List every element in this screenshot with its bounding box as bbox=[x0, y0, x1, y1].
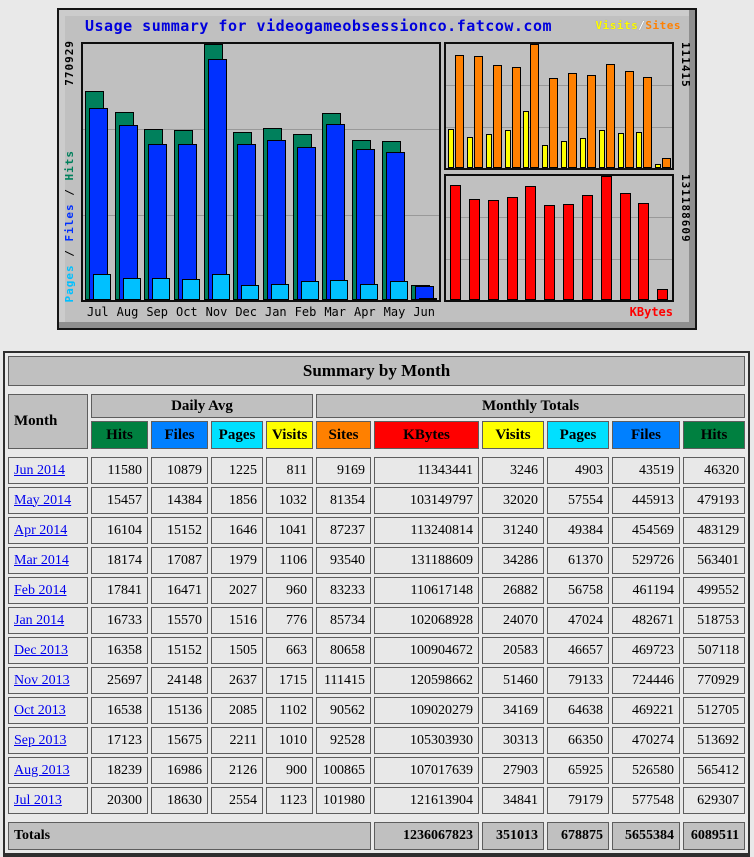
value-cell: 811 bbox=[266, 457, 313, 484]
column-header-pages: Pages bbox=[211, 421, 263, 449]
month-tick-label: Oct bbox=[175, 305, 198, 319]
value-cell: 57554 bbox=[547, 487, 609, 514]
value-cell: 479193 bbox=[683, 487, 745, 514]
month-link[interactable]: Oct 2013 bbox=[14, 702, 66, 718]
value-cell: 27903 bbox=[482, 757, 544, 784]
value-cell: 499552 bbox=[683, 577, 745, 604]
totals-value: 351013 bbox=[482, 822, 544, 850]
month-link[interactable]: Feb 2014 bbox=[14, 582, 67, 598]
value-cell: 120598662 bbox=[374, 667, 479, 694]
value-cell: 513692 bbox=[683, 727, 745, 754]
value-cell: 16733 bbox=[91, 607, 148, 634]
bar-pages bbox=[212, 274, 230, 300]
month-tick-label: Feb bbox=[294, 305, 317, 319]
table-row bbox=[8, 667, 745, 694]
bar-kbytes bbox=[507, 197, 518, 300]
bar-visits bbox=[636, 132, 642, 168]
month-cell bbox=[8, 697, 88, 724]
value-cell: 15457 bbox=[91, 487, 148, 514]
bar-sites bbox=[493, 65, 502, 168]
value-cell: 16538 bbox=[91, 697, 148, 724]
value-cell: 15152 bbox=[151, 637, 208, 664]
value-cell: 507118 bbox=[683, 637, 745, 664]
bar-visits bbox=[467, 137, 473, 168]
month-link[interactable]: Aug 2013 bbox=[14, 762, 70, 778]
bar-files bbox=[267, 140, 286, 300]
bar-sites bbox=[474, 56, 483, 168]
value-cell: 15152 bbox=[151, 517, 208, 544]
value-cell: 18174 bbox=[91, 547, 148, 574]
visits-sites-plot bbox=[444, 42, 674, 170]
month-tick-label: Sep bbox=[146, 305, 168, 319]
bar-pages bbox=[390, 281, 408, 300]
value-cell: 66350 bbox=[547, 727, 609, 754]
bar-pages bbox=[419, 298, 437, 300]
value-cell: 1123 bbox=[266, 787, 313, 814]
value-cell: 18239 bbox=[91, 757, 148, 784]
value-cell: 47024 bbox=[547, 607, 609, 634]
table-row bbox=[8, 457, 745, 484]
bar-visits bbox=[655, 164, 661, 168]
bar-visits bbox=[486, 134, 492, 168]
value-cell: 1010 bbox=[266, 727, 313, 754]
bar-pages bbox=[93, 274, 111, 300]
bar-sites bbox=[512, 67, 521, 168]
value-cell: 32020 bbox=[482, 487, 544, 514]
month-tick-label: Aug bbox=[116, 305, 139, 319]
value-cell: 2085 bbox=[211, 697, 263, 724]
value-cell: 469221 bbox=[612, 697, 680, 724]
value-cell: 518753 bbox=[683, 607, 745, 634]
value-cell: 34841 bbox=[482, 787, 544, 814]
value-cell: 2126 bbox=[211, 757, 263, 784]
bar-kbytes bbox=[469, 199, 480, 300]
bar-files bbox=[326, 124, 345, 300]
bar-visits bbox=[618, 133, 624, 168]
bar-files bbox=[148, 144, 167, 300]
month-link[interactable]: Jul 2013 bbox=[14, 792, 62, 808]
value-cell: 770929 bbox=[683, 667, 745, 694]
column-header-hits: Hits bbox=[683, 421, 745, 449]
value-cell: 526580 bbox=[612, 757, 680, 784]
value-cell: 4903 bbox=[547, 457, 609, 484]
value-cell: 1106 bbox=[266, 547, 313, 574]
spacer-row bbox=[8, 817, 745, 819]
series-label-pages: Pages bbox=[63, 263, 76, 302]
bar-kbytes bbox=[544, 205, 555, 300]
month-link[interactable]: Sep 2013 bbox=[14, 732, 67, 748]
value-cell: 1041 bbox=[266, 517, 313, 544]
value-cell: 2027 bbox=[211, 577, 263, 604]
value-cell: 80658 bbox=[316, 637, 371, 664]
column-header-files: Files bbox=[612, 421, 680, 449]
series-label-files: Files bbox=[63, 202, 76, 241]
bar-pages bbox=[182, 279, 200, 300]
value-cell: 30313 bbox=[482, 727, 544, 754]
column-header-kbytes: KBytes bbox=[374, 421, 479, 449]
value-cell: 11580 bbox=[91, 457, 148, 484]
totals-value: 678875 bbox=[547, 822, 609, 850]
month-tick-label: Jul bbox=[86, 305, 109, 319]
value-cell: 103149797 bbox=[374, 487, 479, 514]
kbytes-axis-label: KBytes bbox=[629, 305, 673, 319]
value-cell: 34286 bbox=[482, 547, 544, 574]
usage-summary-graph bbox=[57, 8, 697, 330]
value-cell: 79179 bbox=[547, 787, 609, 814]
right-axis-top-label: 111415 bbox=[679, 42, 692, 88]
legend-sites: Sites bbox=[645, 19, 681, 32]
value-cell: 512705 bbox=[683, 697, 745, 724]
value-cell: 111415 bbox=[316, 667, 371, 694]
bar-sites bbox=[455, 55, 464, 168]
bar-visits bbox=[599, 130, 605, 168]
value-cell: 17841 bbox=[91, 577, 148, 604]
value-cell: 61370 bbox=[547, 547, 609, 574]
value-cell: 20583 bbox=[482, 637, 544, 664]
value-cell: 110617148 bbox=[374, 577, 479, 604]
value-cell: 1856 bbox=[211, 487, 263, 514]
value-cell: 49384 bbox=[547, 517, 609, 544]
value-cell: 24148 bbox=[151, 667, 208, 694]
month-cell bbox=[8, 577, 88, 604]
month-link[interactable]: Dec 2013 bbox=[14, 642, 69, 658]
value-cell: 34169 bbox=[482, 697, 544, 724]
value-cell: 65925 bbox=[547, 757, 609, 784]
table-row bbox=[8, 637, 745, 664]
totals-row bbox=[8, 822, 745, 850]
value-cell: 724446 bbox=[612, 667, 680, 694]
left-axis-max-label: 770929 bbox=[63, 40, 76, 86]
value-cell: 102068928 bbox=[374, 607, 479, 634]
value-cell: 1979 bbox=[211, 547, 263, 574]
graph-title: Usage summary for videogameobsessionco.fatcow.com bbox=[85, 17, 553, 35]
value-cell: 1516 bbox=[211, 607, 263, 634]
bar-kbytes bbox=[563, 204, 574, 300]
table-row bbox=[8, 577, 745, 604]
month-cell bbox=[8, 727, 88, 754]
value-cell: 105303930 bbox=[374, 727, 479, 754]
totals-value: 5655384 bbox=[612, 822, 680, 850]
bar-sites bbox=[549, 78, 558, 168]
value-cell: 11343441 bbox=[374, 457, 479, 484]
value-cell: 85734 bbox=[316, 607, 371, 634]
value-cell: 87237 bbox=[316, 517, 371, 544]
totals-label: Totals bbox=[8, 822, 371, 850]
value-cell: 17123 bbox=[91, 727, 148, 754]
group-header-monthly-totals: Monthly Totals bbox=[316, 394, 745, 418]
month-tick-label: Nov bbox=[205, 305, 228, 319]
table-row bbox=[8, 487, 745, 514]
bar-pages bbox=[301, 281, 319, 300]
table-row bbox=[8, 727, 745, 754]
bar-pages bbox=[360, 284, 378, 300]
month-cell bbox=[8, 487, 88, 514]
month-cell bbox=[8, 757, 88, 784]
value-cell: 10879 bbox=[151, 457, 208, 484]
bar-files bbox=[119, 125, 138, 300]
bar-visits bbox=[561, 141, 567, 168]
bar-files bbox=[356, 149, 375, 300]
bar-sites bbox=[568, 73, 577, 168]
bar-sites bbox=[625, 71, 634, 168]
month-cell bbox=[8, 667, 88, 694]
value-cell: 454569 bbox=[612, 517, 680, 544]
value-cell: 15570 bbox=[151, 607, 208, 634]
bar-kbytes bbox=[582, 195, 593, 300]
table-row bbox=[8, 697, 745, 724]
value-cell: 17087 bbox=[151, 547, 208, 574]
table-row bbox=[8, 547, 745, 574]
legend-slash: / bbox=[638, 19, 646, 32]
value-cell: 90562 bbox=[316, 697, 371, 724]
right-axis-bottom-label: 131188609 bbox=[679, 174, 692, 243]
bar-files bbox=[178, 144, 197, 300]
bar-pages bbox=[123, 278, 141, 300]
value-cell: 1646 bbox=[211, 517, 263, 544]
bar-pages bbox=[271, 284, 289, 300]
graph-legend bbox=[596, 19, 682, 32]
value-cell: 16471 bbox=[151, 577, 208, 604]
month-tick-label: May bbox=[383, 305, 406, 319]
bar-files bbox=[89, 108, 108, 300]
column-header-hits: Hits bbox=[91, 421, 148, 449]
month-link[interactable]: May 2014 bbox=[14, 492, 72, 508]
spacer-row bbox=[8, 389, 745, 391]
value-cell: 483129 bbox=[683, 517, 745, 544]
column-header-visits: Visits bbox=[482, 421, 544, 449]
summary-by-month-table bbox=[3, 351, 750, 857]
month-link[interactable]: Nov 2013 bbox=[14, 672, 70, 688]
month-cell bbox=[8, 547, 88, 574]
bar-kbytes bbox=[450, 185, 461, 300]
month-link[interactable]: Jan 2014 bbox=[14, 612, 65, 628]
value-cell: 470274 bbox=[612, 727, 680, 754]
value-cell: 56758 bbox=[547, 577, 609, 604]
value-cell: 83233 bbox=[316, 577, 371, 604]
column-header-sites: Sites bbox=[316, 421, 371, 449]
value-cell: 1102 bbox=[266, 697, 313, 724]
value-cell: 16104 bbox=[91, 517, 148, 544]
bar-kbytes bbox=[525, 186, 536, 300]
bar-files bbox=[386, 152, 405, 300]
spacer-row bbox=[8, 452, 745, 454]
bar-visits bbox=[505, 130, 511, 168]
value-cell: 3246 bbox=[482, 457, 544, 484]
value-cell: 92528 bbox=[316, 727, 371, 754]
value-cell: 529726 bbox=[612, 547, 680, 574]
value-cell: 43519 bbox=[612, 457, 680, 484]
month-link[interactable]: Apr 2014 bbox=[14, 522, 68, 538]
value-cell: 776 bbox=[266, 607, 313, 634]
value-cell: 14384 bbox=[151, 487, 208, 514]
value-cell: 565412 bbox=[683, 757, 745, 784]
column-header-pages: Pages bbox=[547, 421, 609, 449]
value-cell: 81354 bbox=[316, 487, 371, 514]
bar-visits bbox=[580, 138, 586, 168]
month-tick-label: Jun bbox=[413, 305, 435, 319]
value-cell: 64638 bbox=[547, 697, 609, 724]
bar-sites bbox=[662, 158, 671, 168]
value-cell: 100904672 bbox=[374, 637, 479, 664]
value-cell: 9169 bbox=[316, 457, 371, 484]
value-cell: 93540 bbox=[316, 547, 371, 574]
value-cell: 20300 bbox=[91, 787, 148, 814]
bar-sites bbox=[587, 75, 596, 168]
bar-visits bbox=[542, 145, 548, 168]
value-cell: 2554 bbox=[211, 787, 263, 814]
month-link[interactable]: Mar 2014 bbox=[14, 552, 69, 568]
month-tick-label: Jan bbox=[264, 305, 287, 319]
value-cell: 16358 bbox=[91, 637, 148, 664]
value-cell: 445913 bbox=[612, 487, 680, 514]
table-row bbox=[8, 517, 745, 544]
value-cell: 1505 bbox=[211, 637, 263, 664]
month-cell bbox=[8, 517, 88, 544]
value-cell: 1225 bbox=[211, 457, 263, 484]
value-cell: 100865 bbox=[316, 757, 371, 784]
table-title: Summary by Month bbox=[8, 356, 745, 386]
month-tick-label: Dec bbox=[235, 305, 257, 319]
value-cell: 482671 bbox=[612, 607, 680, 634]
bar-files bbox=[297, 147, 316, 300]
kbytes-plot bbox=[444, 174, 674, 302]
value-cell: 26882 bbox=[482, 577, 544, 604]
value-cell: 1032 bbox=[266, 487, 313, 514]
value-cell: 24070 bbox=[482, 607, 544, 634]
bar-sites bbox=[643, 77, 652, 168]
bar-kbytes bbox=[601, 176, 612, 300]
bar-visits bbox=[448, 129, 454, 168]
month-cell bbox=[8, 637, 88, 664]
value-cell: 15675 bbox=[151, 727, 208, 754]
column-header-month: Month bbox=[8, 394, 88, 449]
bar-pages bbox=[241, 285, 259, 300]
value-cell: 663 bbox=[266, 637, 313, 664]
value-cell: 109020279 bbox=[374, 697, 479, 724]
value-cell: 900 bbox=[266, 757, 313, 784]
value-cell: 469723 bbox=[612, 637, 680, 664]
value-cell: 15136 bbox=[151, 697, 208, 724]
legend-visits: Visits bbox=[595, 19, 639, 32]
table-row bbox=[8, 607, 745, 634]
value-cell: 16986 bbox=[151, 757, 208, 784]
value-cell: 131188609 bbox=[374, 547, 479, 574]
value-cell: 31240 bbox=[482, 517, 544, 544]
table-row bbox=[8, 757, 745, 784]
series-label-hits: Hits bbox=[63, 149, 76, 180]
month-cell bbox=[8, 607, 88, 634]
value-cell: 629307 bbox=[683, 787, 745, 814]
month-tick-label: Mar bbox=[324, 305, 346, 319]
value-cell: 101980 bbox=[316, 787, 371, 814]
left-series-label: Pages / Files / Hits bbox=[63, 149, 76, 302]
bar-files bbox=[208, 59, 227, 300]
value-cell: 113240814 bbox=[374, 517, 479, 544]
bar-files bbox=[237, 144, 256, 300]
bar-visits bbox=[523, 111, 529, 168]
value-cell: 1715 bbox=[266, 667, 313, 694]
column-header-files: Files bbox=[151, 421, 208, 449]
totals-value: 1236067823 bbox=[374, 822, 479, 850]
bar-kbytes bbox=[638, 203, 649, 300]
bar-pages bbox=[330, 280, 348, 300]
totals-value: 6089511 bbox=[683, 822, 745, 850]
value-cell: 46657 bbox=[547, 637, 609, 664]
value-cell: 25697 bbox=[91, 667, 148, 694]
month-tick-label: Apr bbox=[353, 305, 376, 319]
value-cell: 18630 bbox=[151, 787, 208, 814]
value-cell: 79133 bbox=[547, 667, 609, 694]
group-header-daily-avg: Daily Avg bbox=[91, 394, 313, 418]
month-cell bbox=[8, 457, 88, 484]
month-link[interactable]: Jun 2014 bbox=[14, 462, 65, 478]
value-cell: 960 bbox=[266, 577, 313, 604]
hits-files-pages-plot bbox=[81, 42, 441, 302]
value-cell: 461194 bbox=[612, 577, 680, 604]
bar-kbytes bbox=[657, 289, 668, 300]
bar-kbytes bbox=[488, 200, 499, 300]
bar-kbytes bbox=[620, 193, 631, 300]
bar-sites bbox=[606, 64, 615, 168]
value-cell: 51460 bbox=[482, 667, 544, 694]
bar-pages bbox=[152, 278, 170, 300]
value-cell: 107017639 bbox=[374, 757, 479, 784]
bar-sites bbox=[530, 44, 539, 168]
column-header-visits: Visits bbox=[266, 421, 313, 449]
value-cell: 2211 bbox=[211, 727, 263, 754]
value-cell: 121613904 bbox=[374, 787, 479, 814]
value-cell: 563401 bbox=[683, 547, 745, 574]
value-cell: 577548 bbox=[612, 787, 680, 814]
value-cell: 2637 bbox=[211, 667, 263, 694]
value-cell: 46320 bbox=[683, 457, 745, 484]
